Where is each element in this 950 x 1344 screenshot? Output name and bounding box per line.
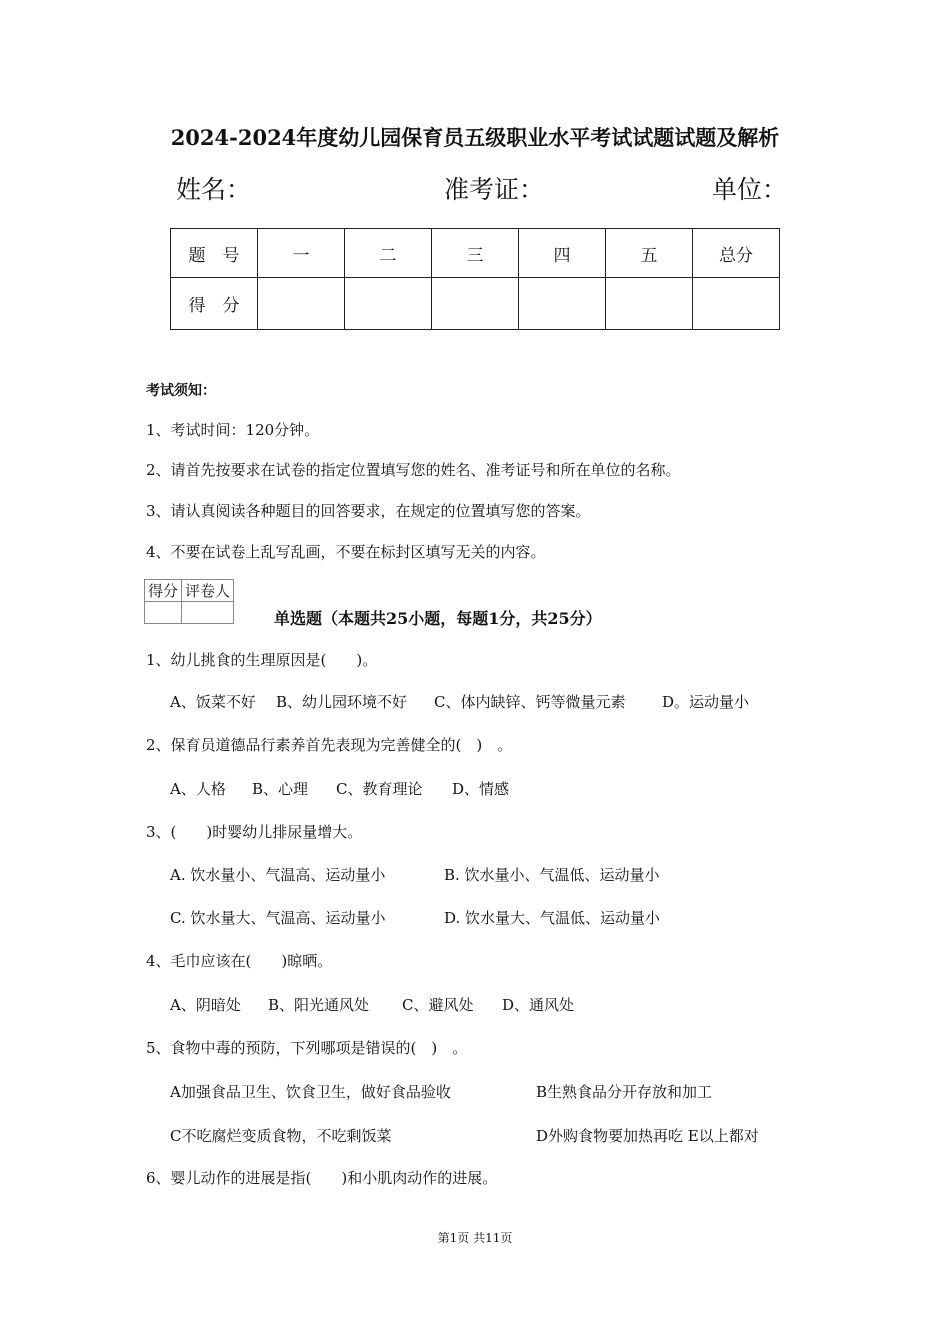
question-text: 6、婴儿动作的进展是指( )和小肌肉动作的进展。 (146, 1169, 498, 1187)
grader-table (144, 579, 234, 624)
question-text: 4、毛巾应该在( )晾晒。 (146, 952, 333, 970)
question-text: 1、幼儿挑食的生理原因是( )。 (146, 651, 378, 669)
grader-score-cell[interactable] (145, 602, 182, 624)
score-header-cell: 四 (519, 229, 606, 278)
grader-name-cell[interactable] (182, 602, 234, 624)
question-option: C、体内缺锌、钙等微量元素 (434, 693, 626, 711)
question-option: D. 饮水量大、气温低、运动量小 (444, 909, 661, 927)
page-footer: 第1页 共11页 (437, 1231, 513, 1245)
score-cell[interactable] (519, 278, 606, 330)
exam-id-field-label: 准考证： (444, 175, 545, 204)
question-option: B生熟食品分开存放和加工 (536, 1083, 713, 1101)
score-header-cell: 一 (258, 229, 345, 278)
notice-item: 2、请首先按要求在试卷的指定位置填写您的姓名、准考证号和所在单位的名称。 (146, 461, 681, 479)
question-option: B、阳光通风处 (268, 996, 370, 1014)
question-text: 3、( )时婴幼儿排尿量增大。 (146, 823, 363, 841)
question-option: A、阴暗处 (170, 996, 241, 1014)
grader-score-label: 得分 (145, 580, 182, 602)
score-header-cell: 二 (345, 229, 432, 278)
score-header-cell: 总分 (693, 229, 780, 278)
question-option: D。运动量小 (662, 693, 750, 711)
grader-name-label: 评卷人 (182, 580, 234, 602)
score-table-header-row (171, 229, 780, 278)
score-cell[interactable] (345, 278, 432, 330)
score-header-cell: 题 号 (171, 229, 258, 278)
question-option: D外购食物要加热再吃 E以上都对 (536, 1127, 759, 1145)
notice-item: 1、考试时间：120分钟。 (146, 421, 320, 439)
question-option: C不吃腐烂变质食物，不吃剩饭菜 (170, 1127, 392, 1145)
question-option: C、教育理论 (336, 780, 423, 798)
score-table-score-row (171, 278, 780, 330)
score-header-cell: 三 (432, 229, 519, 278)
question-text: 5、食物中毒的预防，下列哪项是错误的( ) 。 (146, 1039, 468, 1057)
notice-title: 考试须知： (146, 383, 216, 399)
question-option: A、人格 (170, 780, 226, 798)
score-cell[interactable] (693, 278, 780, 330)
score-row-label: 得 分 (171, 278, 258, 330)
unit-field-label: 单位： (712, 175, 788, 204)
question-option: D、通风处 (502, 996, 575, 1014)
score-header-cell: 五 (606, 229, 693, 278)
score-cell[interactable] (432, 278, 519, 330)
notice-item: 4、不要在试卷上乱写乱画，不要在标封区填写无关的内容。 (146, 543, 546, 561)
question-option: B、心理 (252, 780, 309, 798)
question-option: A加强食品卫生、饮食卫生，做好食品验收 (170, 1083, 451, 1101)
question-option: A. 饮水量小、气温高、运动量小 (170, 866, 386, 884)
name-field-label: 姓名： (176, 175, 252, 204)
question-option: C、避风处 (402, 996, 474, 1014)
notice-item: 3、请认真阅读各种题目的回答要求，在规定的位置填写您的答案。 (146, 502, 591, 520)
question-option: C. 饮水量大、气温高、运动量小 (170, 909, 386, 927)
question-option: A、饭菜不好 (170, 693, 256, 711)
score-cell[interactable] (606, 278, 693, 330)
exam-title: 2024-2024年度幼儿园保育员五级职业水平考试试题试题及解析 (170, 125, 780, 150)
score-cell[interactable] (258, 278, 345, 330)
question-option: D、情感 (452, 780, 510, 798)
section-title: 单选题（本题共25小题，每题1分，共25分） (274, 609, 602, 628)
question-option: B、幼儿园环境不好 (276, 693, 408, 711)
question-text: 2、保育员道德品行素养首先表现为完善健全的( ) 。 (146, 736, 513, 754)
question-option: B. 饮水量小、气温低、运动量小 (444, 866, 660, 884)
score-table (170, 228, 780, 330)
